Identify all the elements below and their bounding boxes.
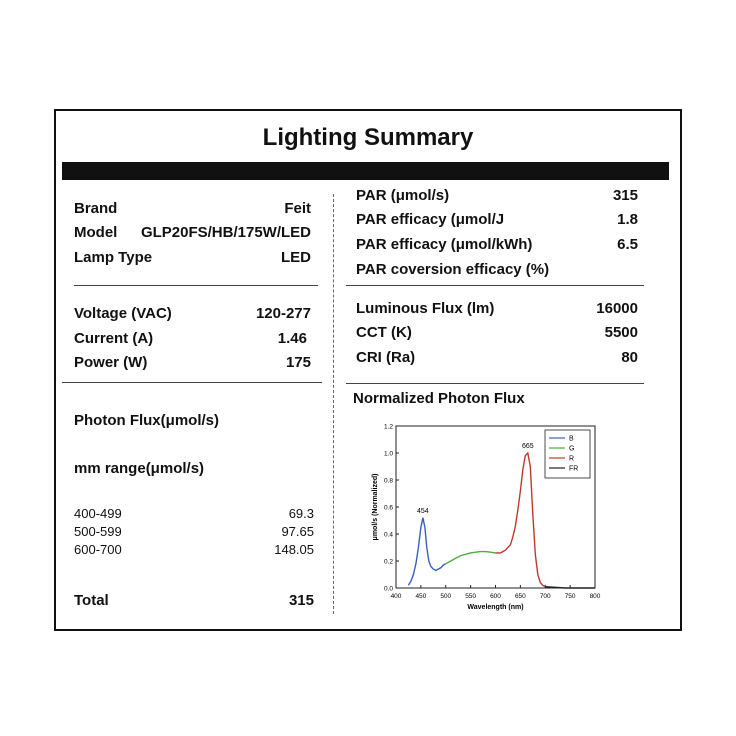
cri-value: 80 — [621, 349, 638, 366]
y-tick-label: 0.2 — [383, 558, 393, 566]
x-tick-label: 500 — [440, 593, 452, 600]
brand-value: Feit — [284, 200, 311, 217]
x-tick-label: 400 — [390, 593, 402, 600]
cct-value: 5500 — [604, 324, 638, 341]
voltage-value: 120-277 — [255, 305, 311, 322]
x-tick-label: 700 — [539, 593, 551, 600]
divider — [74, 285, 318, 286]
current-value: 1.46 — [277, 330, 307, 347]
current-label: Current (A) — [74, 330, 154, 347]
y-axis-label: μmol/s (Normalized) — [372, 473, 379, 541]
range-value: 148.05 — [274, 542, 314, 557]
power-label: Power (W) — [74, 354, 148, 371]
brand-label: Brand — [74, 200, 118, 217]
series-line-b — [408, 518, 445, 586]
divider — [346, 285, 644, 286]
peak-annotation: 454 — [417, 507, 429, 515]
legend-label: B — [569, 435, 574, 443]
par-efficacy-kwh-label: PAR efficacy (μmol/kWh) — [356, 236, 533, 253]
x-tick-label: 600 — [490, 593, 501, 600]
par-value: 315 — [612, 187, 638, 204]
model-value: GLP20FS/HB/175W/LED — [140, 224, 311, 241]
x-tick-label: 650 — [514, 593, 526, 600]
luminous-flux-value: 16000 — [596, 300, 638, 317]
legend-label: G — [569, 445, 575, 453]
x-tick-label: 750 — [564, 593, 576, 600]
x-tick-label: 800 — [589, 593, 601, 600]
lamp-type-value: LED — [281, 249, 311, 266]
range-value: 97.65 — [281, 524, 314, 539]
range-name: 600-700 — [74, 542, 122, 557]
peak-annotation: 665 — [521, 443, 534, 450]
cct-label: CCT (K) — [356, 324, 412, 341]
range-name: 500-599 — [74, 524, 122, 539]
x-tick-label: 550 — [465, 593, 477, 600]
voltage-label: Voltage (VAC) — [74, 305, 172, 322]
y-tick-label: 0.0 — [383, 585, 393, 593]
y-tick-label: 0.8 — [383, 477, 393, 485]
legend-box — [545, 430, 590, 478]
legend-label: R — [569, 455, 575, 463]
divider — [62, 382, 322, 383]
y-tick-label: 0.4 — [383, 531, 393, 539]
total-label: Total — [74, 592, 109, 609]
y-tick-label: 1.2 — [383, 423, 393, 431]
range-label: mm range(μmol/s) — [74, 460, 205, 477]
par-conversion-label: PAR coversion efficacy (%) — [356, 261, 550, 278]
column-divider — [333, 194, 334, 614]
chart-title: Normalized Photon Flux — [353, 390, 525, 407]
photon-flux-chart — [360, 418, 610, 618]
x-axis-label: Wavelength (nm) — [467, 604, 524, 611]
legend-label: FR — [569, 465, 579, 473]
power-value: 175 — [285, 354, 311, 371]
series-line-r — [496, 453, 546, 587]
x-tick-label: 450 — [415, 593, 427, 600]
header-bar — [62, 162, 669, 180]
luminous-flux-label: Luminous Flux (lm) — [356, 300, 495, 317]
series-line-g — [446, 552, 496, 564]
page-title: Lighting Summary — [262, 124, 474, 151]
par-label: PAR (μmol/s) — [356, 187, 450, 204]
y-tick-label: 1.0 — [383, 450, 393, 458]
lamp-type-label: Lamp Type — [74, 249, 153, 266]
total-value: 315 — [288, 592, 314, 609]
par-efficacy-value: 1.8 — [617, 211, 638, 228]
model-label: Model — [74, 224, 118, 241]
par-efficacy-kwh-value: 6.5 — [617, 236, 638, 253]
range-name: 400-499 — [74, 506, 122, 521]
range-value: 69.3 — [288, 506, 314, 521]
divider — [346, 383, 644, 384]
par-efficacy-label: PAR efficacy (μmol/J — [356, 211, 505, 228]
photon-flux-label: Photon Flux(μmol/s) — [74, 412, 219, 429]
cri-label: CRI (Ra) — [356, 349, 416, 366]
y-tick-label: 0.6 — [383, 504, 393, 512]
